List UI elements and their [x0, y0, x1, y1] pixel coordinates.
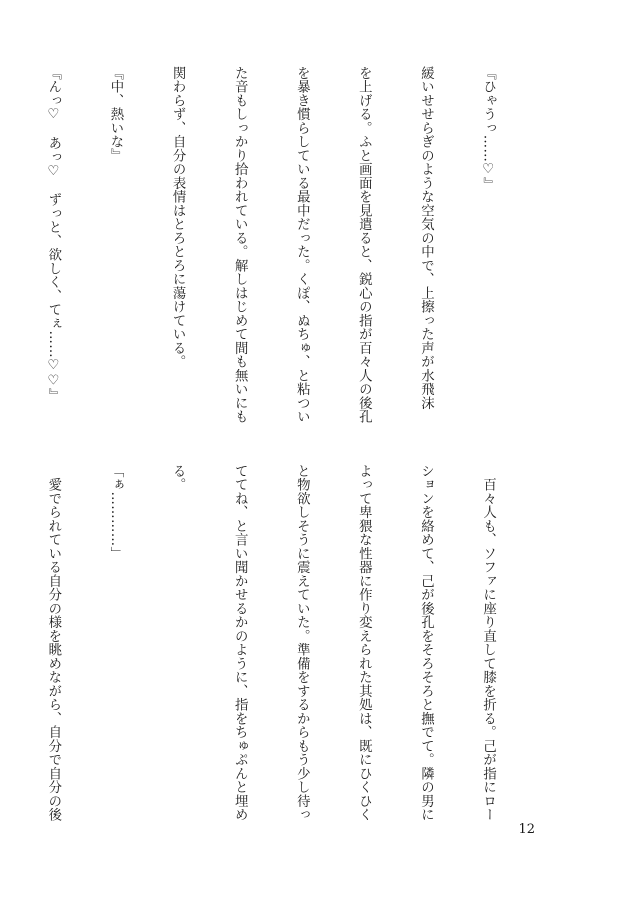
page-number: 12: [518, 822, 535, 837]
text-line: 『んっ♡ あっ♡ ずっと、欲しく、てぇ……♡♡』: [45, 66, 61, 403]
text-line: 愛でられている自分の様を眺めながら、自分で自分の後: [45, 464, 61, 822]
text-line: [0, 66, 1, 406]
text-line: を暴き慣らしている最中だった。くぽ、ぬちゅ、と粘つい: [294, 66, 310, 424]
text-line: た音もしっかり拾われている。解しはじめて間も無いにも: [232, 66, 248, 424]
text-line: 百々人も、ソファに座り直して膝を折る。己が指にロー: [480, 464, 496, 822]
text-line: [0, 464, 1, 789]
text-line: 『中、熱いな』: [107, 66, 123, 163]
text-line: よって卑猥な性器に作り変えられた其処は、既にひくひく: [356, 464, 372, 822]
text-line: と物欲しそうに震えていた。準備をするからもう少し待っ: [294, 464, 310, 822]
lower-text-column: [45, 464, 539, 822]
text-line: ションを絡めて、己が後孔をそろそろと撫でて。隣の男に: [418, 464, 434, 822]
text-line: 『ひゃうっ……♡』: [480, 66, 496, 192]
text-line: 関わらず、自分の表情はとろとろに蕩けている。: [170, 66, 186, 369]
text-line: を上げる。ふと画面を見遣ると、鋭心の指が百々人の後孔: [356, 66, 372, 424]
text-line: 緩いせせらぎのような空気の中で、上擦った声が水飛沫: [418, 66, 434, 410]
upper-text-column: [45, 66, 539, 424]
text-line: 「ぁ…………」: [107, 464, 123, 561]
text-line: ててね、と言い聞かせるかのように、指をちゅぷんと埋め: [232, 464, 248, 822]
text-line: る。: [170, 464, 186, 492]
